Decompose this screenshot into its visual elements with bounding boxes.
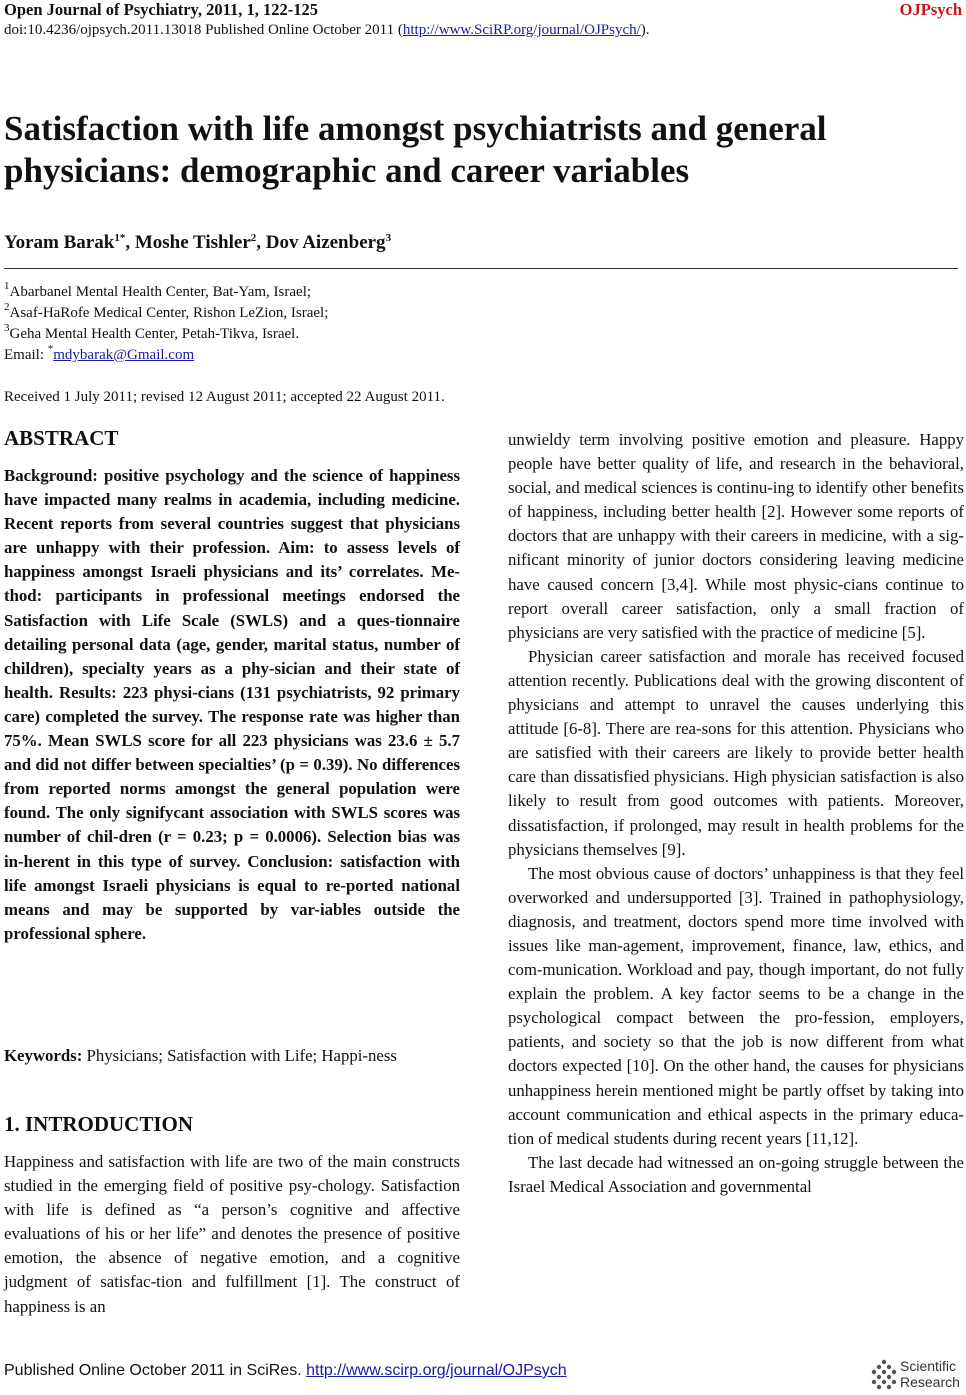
abstract-heading: ABSTRACT	[4, 426, 119, 450]
doi-prefix: doi:10.4236/ojpsych.2011.13018 Published Online October 2011 (	[4, 22, 403, 38]
logo-wordmark	[900, 1358, 960, 1390]
doi-suffix: ).	[640, 22, 650, 38]
email-label: Email:	[4, 347, 48, 363]
paper-title: Satisfaction with life amongst psychiatrists and general physicians: demographic and career variables	[4, 109, 827, 190]
author-affiliation-mark: 3	[385, 232, 392, 244]
author-affiliation-mark: 1*	[114, 232, 126, 244]
email-line	[4, 343, 195, 364]
affiliation	[4, 322, 300, 343]
footer	[4, 1362, 567, 1380]
affiliation	[4, 280, 312, 301]
body-paragraph: The most obvious cause of doctors’ unhappiness is that they feel overworked and undersupported [3]. Trained in pathophysiology, diagnosis, and treatment, doctors spend more time involved with issues like man-agement, improvement, finance, law, ethics, and com-munication. Workload and pay, though important, do not fully explain the problem. A key factor seems to be a change in the psychological compact between the pro-fession, employers, patients, and society so that the job is now different from what doctors expected [10]. On the other hand, the causes for physicians unhappiness herein mentioned might be partly offset by taking into account communication and ethical aspects in the primary educa-tion of medical students during recent years [11,12].	[508, 863, 964, 1148]
affiliation-text: Abarbanel Mental Health Center, Bat-Yam, Israel;	[9, 284, 312, 300]
right-column	[508, 428, 964, 1199]
received-dates: Received 1 July 2011; revised 12 August 2011; accepted 22 August 2011.	[4, 389, 445, 405]
journal-url-link[interactable]: http://www.SciRP.org/journal/OJPsych/	[402, 22, 641, 38]
affiliation	[4, 301, 329, 322]
author-name: Yoram Barak	[4, 232, 115, 253]
keywords-text: Physicians; Satisfaction with Life; Happi-ness	[82, 1046, 397, 1065]
journal-citation: Open Journal of Psychiatry, 2011, 1, 122-125	[4, 0, 318, 19]
logo-line: Research	[900, 1374, 960, 1390]
author-name: Moshe Tishler	[134, 232, 251, 253]
keywords	[4, 1044, 460, 1068]
footer-text: Published Online October 2011 in SciRes.	[4, 1362, 307, 1379]
author-separator: ,	[256, 232, 266, 253]
affiliation-text: Geha Mental Health Center, Petah-Tikva, Israel.	[9, 326, 300, 342]
doi-line	[4, 22, 650, 39]
corresponding-mark: *	[47, 343, 54, 355]
author-affiliation-mark: 2	[250, 232, 257, 244]
author-list	[4, 232, 391, 254]
footer-journal-link[interactable]: http://www.scirp.org/journal/OJPsych	[306, 1362, 567, 1379]
body-paragraph: The last decade had witnessed an on-going struggle between the Israel Medical Association and governmental	[508, 1152, 964, 1196]
body-paragraph: Physician career satisfaction and morale has received focused attention recently. Publications deal with the growing discontent of physicians and attempt to unravel the causes underlying this attitude [6-8]. There are rea-sons for this attention. Physicians who are satisfied with their careers are likely to provide better health care than dissatisfied physicians. High physician satisfaction is also likely to result from good outcomes with patients. Moreover, dissatisfaction, if prolonged, may result in health problems for the physicians themselves [9].	[508, 646, 964, 859]
affiliation-text: Asaf-HaRofe Medical Center, Rishon LeZion, Israel;	[9, 305, 329, 321]
scientific-research-logo	[870, 1358, 960, 1392]
body-paragraph: unwieldy term involving positive emotion and pleasure. Happy people have better quality of life, and research in the behavioral, social, and medical sciences is continu-ing to identify other benefits of happiness, including better health [2]. However some reports of doctors that are unhappy with their careers in medicine, with a sig-nificant minority of junior doctors considering leaving medicine have caused concern [3,4]. While most physic-cians continue to report overall career satisfaction, only a small fraction of physicians are very satisfied with the practice of medicine [5].	[508, 430, 964, 642]
author-name: Dov Aizenberg	[265, 232, 386, 253]
section-heading-introduction: 1. INTRODUCTION	[4, 1112, 194, 1136]
abstract-body: Background: positive psychology and the science of happiness have impacted many realms in academia, including medicine. Recent reports from several countries suggest that physicians are unhappy with their profession. Aim: to assess levels of happiness amongst Israeli physicians and its’ correlates. Me-thod: participants in professional meetings endorsed the Satisfaction with Life Scale (SWLS) and a ques-tionnaire detailing personal data (age, gender, marital status, number of children), specialty years as a phy-sician and their state of health. Results: 223 physi-cians (131 psychiatrists, 92 primary care) completed the survey. The response rate was higher than 75%. Mean SWLS score for all 223 physicians was 23.6 ± 5.7 and did not differ between specialties’ (p = 0.39). No differences from reported norms amongst the general population were found. The only signifycant association with SWLS scores was number of chil-dren (r = 0.23; p = 0.0006). Selection bias was in-herent in this type of survey. Conclusion: satisfaction with life amongst Israeli physicians is equal to re-ported national means and may be supported by var-iables outside the professional sphere.	[4, 466, 460, 943]
affiliation-mark: 1	[4, 280, 10, 292]
affiliation-mark: 2	[4, 301, 10, 313]
header-divider	[4, 268, 958, 269]
email-link[interactable]: mdybarak@Gmail.com	[53, 347, 195, 363]
scientific-research-logo-icon	[870, 1358, 898, 1390]
affiliation-mark: 3	[4, 322, 10, 334]
keywords-label: Keywords:	[4, 1046, 83, 1065]
author-separator: ,	[125, 232, 135, 253]
logo-line: Scientific	[900, 1358, 957, 1374]
journal-brand: OJPsych	[899, 0, 962, 19]
intro-paragraph: Happiness and satisfaction with life are two of the main constructs studied in the emerging field of positive psy-chology. Satisfaction with life is defined as “a person’s cognitive and affective evaluations of his or her life” and denotes the presence of positive emotion, the absence of negative emotion, and a cognitive judgment of satisfac-tion and fulfillment [1]. The construct of happiness is an	[4, 1152, 460, 1316]
